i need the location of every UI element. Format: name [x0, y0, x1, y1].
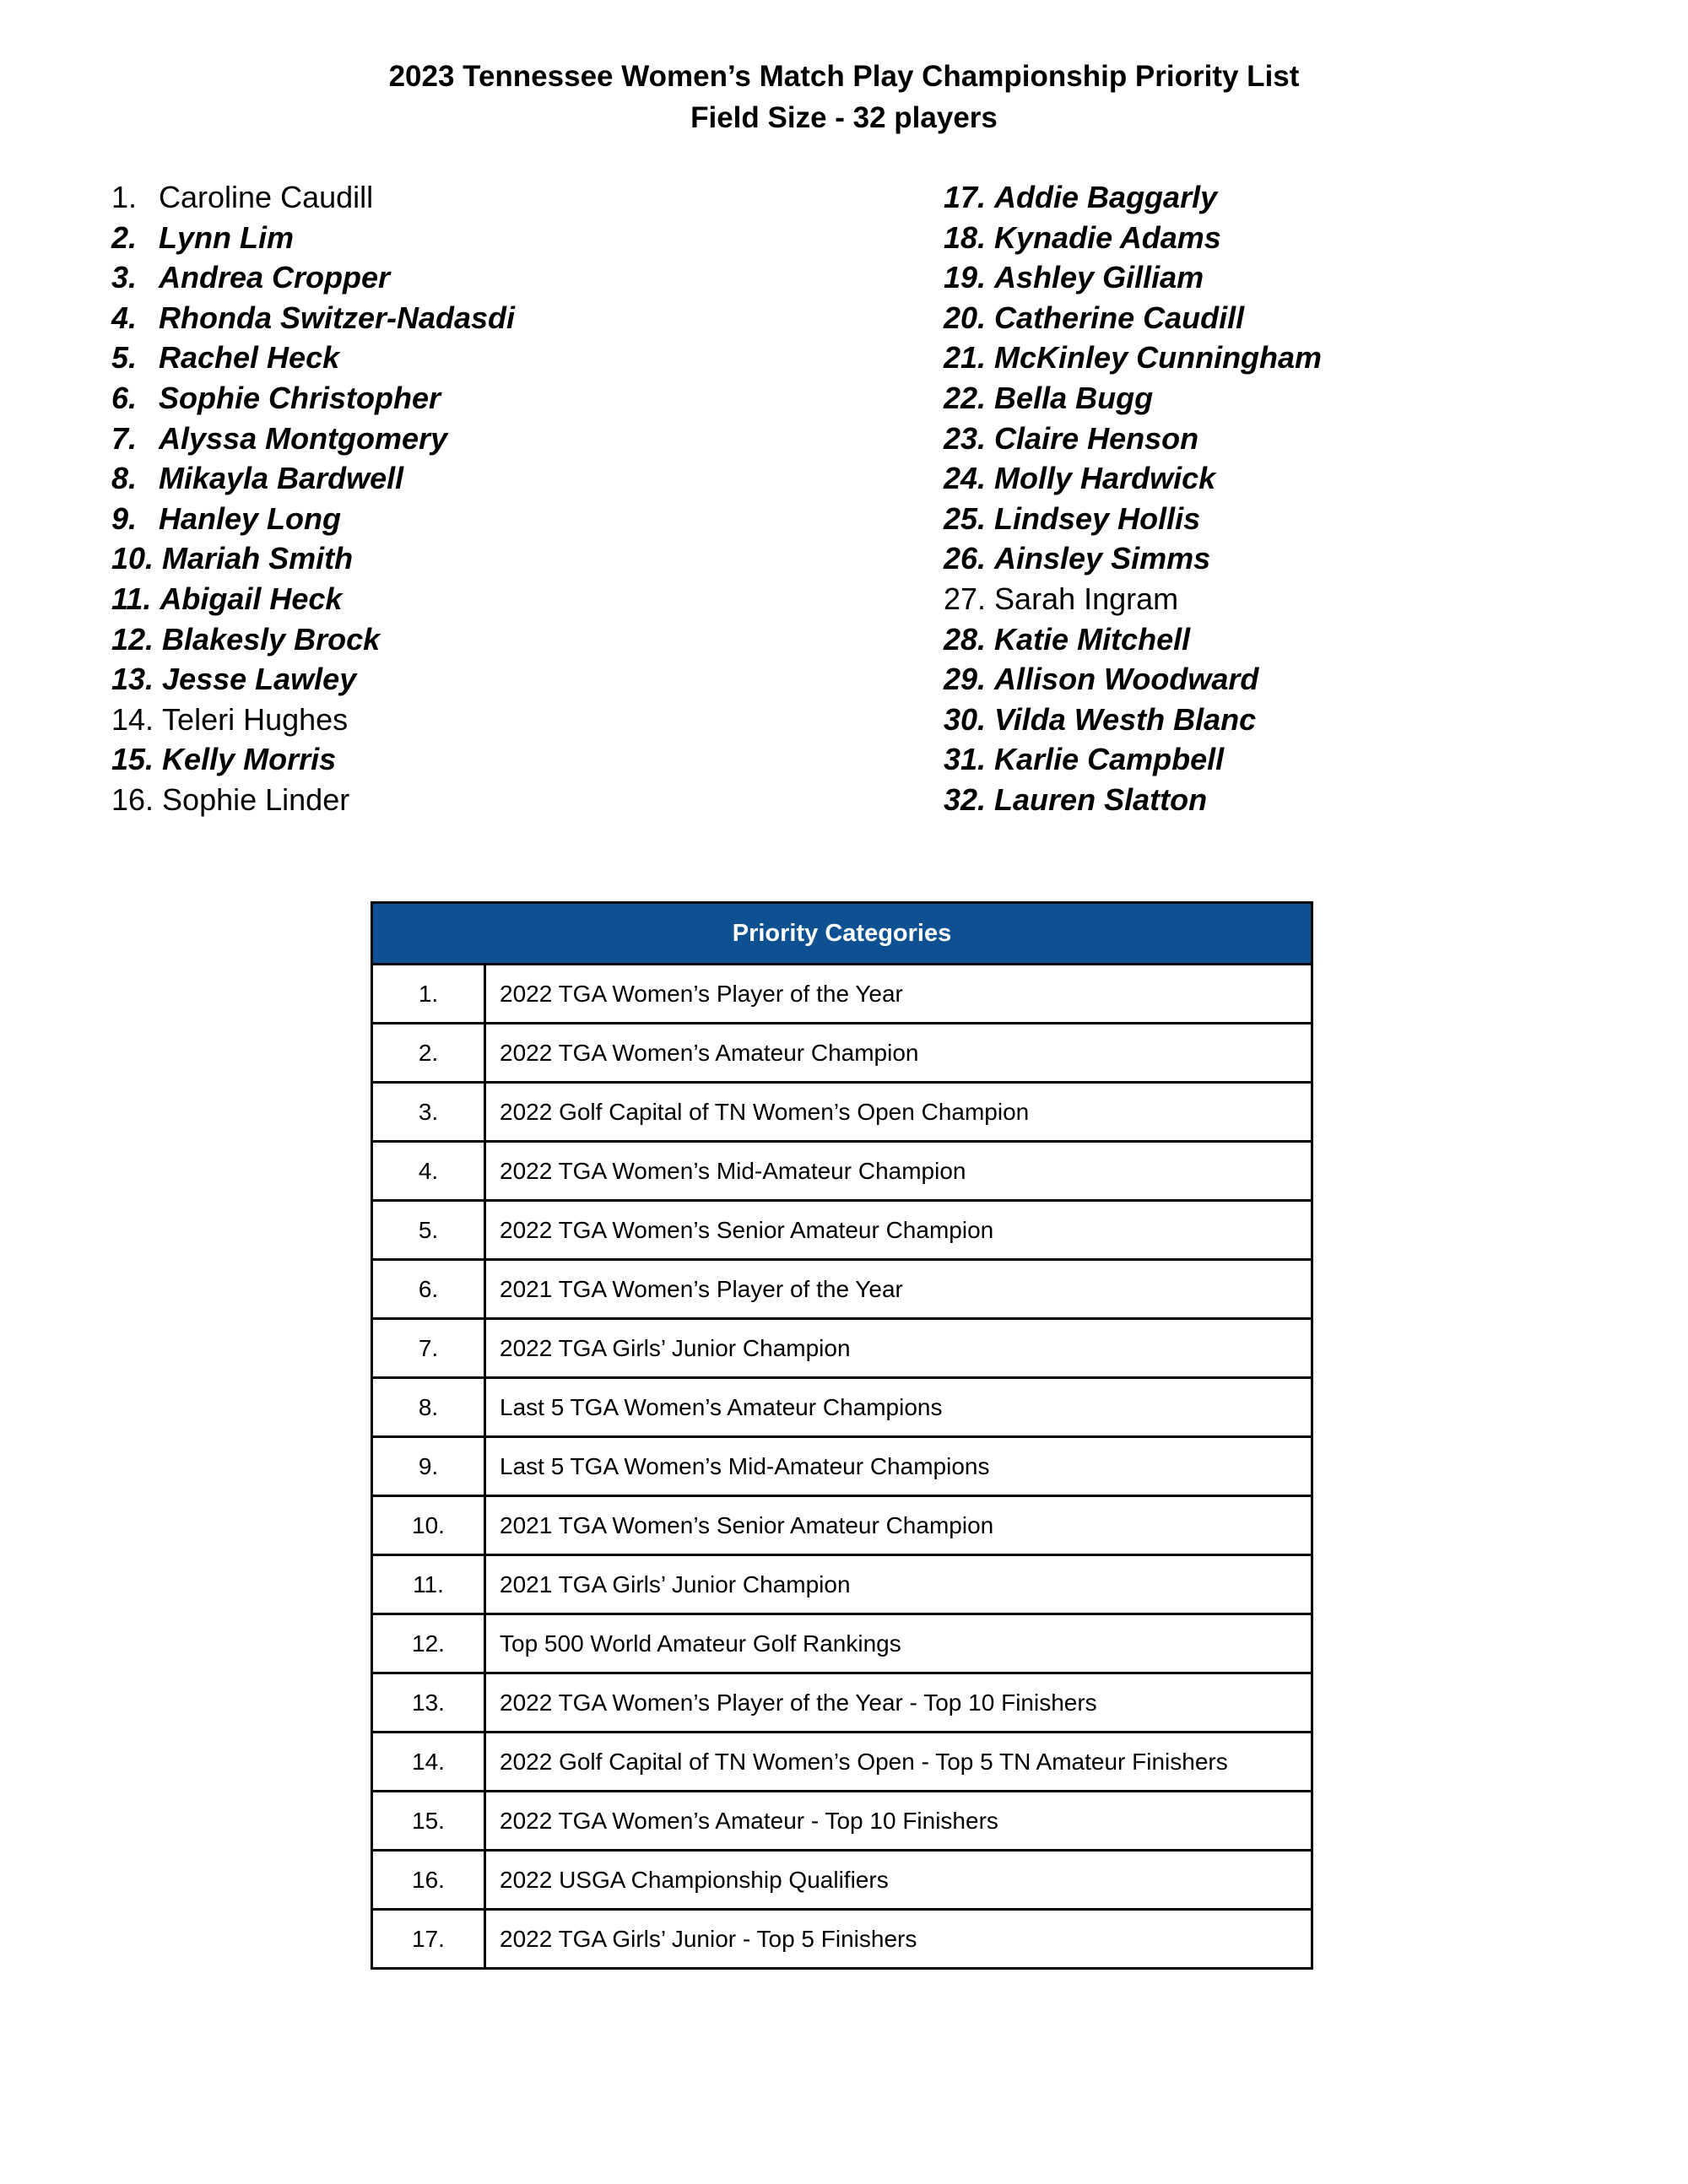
player-rank: 9.	[111, 500, 138, 536]
table-row	[372, 1673, 1312, 1733]
player-list-item	[944, 458, 1322, 499]
category-description: 2022 TGA Women’s Mid-Amateur Champion	[485, 1142, 1312, 1201]
player-name: Teleri Hughes	[162, 701, 349, 737]
table-row	[372, 965, 1312, 1024]
player-name: Hanley Long	[159, 500, 342, 536]
player-rank: 18.	[944, 219, 987, 255]
player-list-item	[111, 257, 515, 298]
table-row	[372, 1555, 1312, 1614]
player-name: Addie Baggarly	[994, 180, 1218, 214]
player-name: Mariah Smith	[162, 541, 354, 576]
player-rank: 10.	[111, 541, 154, 576]
player-list-item	[944, 257, 1322, 298]
player-list-item	[111, 499, 515, 539]
player-name: Ashley Gilliam	[994, 260, 1204, 295]
player-rank: 28.	[944, 621, 987, 657]
player-name: Katie Mitchell	[994, 621, 1191, 657]
player-list-right	[944, 177, 1322, 820]
player-rank: 24.	[944, 461, 987, 496]
player-rank: 19.	[944, 260, 987, 295]
category-number: 4.	[372, 1142, 485, 1201]
category-number: 1.	[372, 965, 485, 1024]
player-list-item	[111, 538, 515, 579]
player-name: Allison Woodward	[994, 662, 1259, 697]
table-row	[372, 1792, 1312, 1851]
table-row	[372, 1142, 1312, 1201]
table-header-row	[372, 903, 1312, 965]
player-rank: 31.	[944, 742, 987, 777]
player-name: Rachel Heck	[159, 340, 340, 376]
player-name: Alyssa Montgomery	[159, 420, 448, 456]
category-number: 14.	[372, 1733, 485, 1792]
player-list-item	[111, 218, 515, 258]
category-description: 2022 Golf Capital of TN Women’s Open Champion	[485, 1083, 1312, 1142]
player-list-item	[944, 298, 1322, 338]
player-list-item	[944, 378, 1322, 419]
player-rank: 13.	[111, 662, 154, 697]
player-rank: 1.	[111, 180, 138, 214]
player-rank: 2.	[111, 219, 138, 255]
player-rank: 25.	[944, 500, 987, 536]
category-description: 2021 TGA Women’s Senior Amateur Champion	[485, 1496, 1312, 1555]
category-description: 2021 TGA Women’s Player of the Year	[485, 1260, 1312, 1319]
category-description: 2022 TGA Girls’ Junior Champion	[485, 1319, 1312, 1378]
category-number: 11.	[372, 1555, 485, 1614]
table-row	[372, 1083, 1312, 1142]
category-description: 2022 Golf Capital of TN Women’s Open - Top 5 TN Amateur Finishers	[485, 1733, 1312, 1792]
player-name: Catherine Caudill	[994, 300, 1245, 335]
player-list-item	[111, 780, 515, 820]
category-number: 9.	[372, 1437, 485, 1496]
player-list-item	[111, 177, 515, 218]
table-row	[372, 1851, 1312, 1910]
player-list-left	[111, 177, 515, 820]
player-list-item	[111, 419, 515, 459]
player-rank: 21.	[944, 340, 987, 376]
player-rank: 26.	[944, 541, 987, 576]
player-name: Lauren Slatton	[994, 781, 1208, 817]
table-row	[372, 1201, 1312, 1260]
player-name: Kelly Morris	[162, 742, 337, 777]
player-name: Andrea Cropper	[159, 260, 391, 295]
player-name: Vilda Westh Blanc	[994, 701, 1257, 737]
player-list-item	[944, 177, 1322, 218]
player-rank: 16.	[111, 781, 154, 817]
category-description: 2022 TGA Women’s Player of the Year - Top 10 Finishers	[485, 1673, 1312, 1733]
player-rank: 14.	[111, 701, 154, 737]
category-description: 2022 TGA Women’s Player of the Year	[485, 965, 1312, 1024]
category-number: 8.	[372, 1378, 485, 1437]
player-list-item	[944, 780, 1322, 820]
player-list-item	[944, 538, 1322, 579]
page-title: 2023 Tennessee Women’s Match Play Championship Priority List	[388, 60, 1300, 93]
category-number: 12.	[372, 1614, 485, 1673]
category-number: 6.	[372, 1260, 485, 1319]
player-rank: 3.	[111, 260, 138, 295]
player-rank: 32.	[944, 781, 987, 817]
table-row	[372, 1319, 1312, 1378]
player-list-item	[944, 739, 1322, 780]
player-rank: 20.	[944, 300, 987, 335]
category-number: 17.	[372, 1910, 485, 1969]
table-row	[372, 1614, 1312, 1673]
player-name: Abigail Heck	[160, 581, 343, 616]
category-number: 16.	[372, 1851, 485, 1910]
category-description: 2022 TGA Women’s Senior Amateur Champion	[485, 1201, 1312, 1260]
player-list-item	[944, 579, 1322, 619]
player-rank: 29.	[944, 662, 987, 697]
category-number: 2.	[372, 1024, 485, 1083]
player-name: Lynn Lim	[159, 219, 294, 255]
category-number: 13.	[372, 1673, 485, 1733]
player-name: Molly Hardwick	[994, 461, 1216, 496]
category-number: 5.	[372, 1201, 485, 1260]
player-name: Lindsey Hollis	[994, 500, 1201, 536]
player-rank: 11.	[111, 581, 152, 616]
player-rank: 23.	[944, 420, 987, 456]
table-row	[372, 1437, 1312, 1496]
category-description: 2022 USGA Championship Qualifiers	[485, 1851, 1312, 1910]
player-name: Bella Bugg	[994, 380, 1154, 415]
player-rank: 30.	[944, 701, 987, 737]
player-name: Caroline Caudill	[159, 180, 374, 214]
player-name: Jesse Lawley	[162, 662, 357, 697]
player-name: Mikayla Bardwell	[159, 461, 404, 496]
category-number: 10.	[372, 1496, 485, 1555]
player-name: McKinley Cunningham	[994, 340, 1323, 376]
player-list-item	[111, 700, 515, 740]
priority-categories-table	[371, 901, 1313, 1970]
player-rank: 6.	[111, 380, 138, 415]
player-list-item	[111, 619, 515, 660]
player-list-item	[944, 419, 1322, 459]
player-name: Kynadie Adams	[994, 219, 1221, 255]
table-header: Priority Categories	[372, 903, 1312, 965]
table-row	[372, 1260, 1312, 1319]
table-row	[372, 1496, 1312, 1555]
category-description: 2022 TGA Women’s Amateur - Top 10 Finishers	[485, 1792, 1312, 1851]
player-rank: 27.	[944, 581, 987, 616]
player-name: Sophie Linder	[162, 781, 350, 817]
player-list-item	[111, 458, 515, 499]
category-description: Last 5 TGA Women’s Mid-Amateur Champions	[485, 1437, 1312, 1496]
category-description: 2022 TGA Girls’ Junior - Top 5 Finishers	[485, 1910, 1312, 1969]
player-list-item	[944, 338, 1322, 378]
table-row	[372, 1910, 1312, 1969]
player-list-item	[944, 619, 1322, 660]
category-description: Last 5 TGA Women’s Amateur Champions	[485, 1378, 1312, 1437]
category-description: 2022 TGA Women’s Amateur Champion	[485, 1024, 1312, 1083]
player-list-item	[944, 499, 1322, 539]
player-rank: 7.	[111, 420, 138, 456]
player-name: Claire Henson	[994, 420, 1199, 456]
player-list-item	[111, 298, 515, 338]
table-row	[372, 1378, 1312, 1437]
player-rank: 4.	[111, 300, 138, 335]
player-name: Blakesly Brock	[162, 621, 381, 657]
player-list-item	[111, 659, 515, 700]
table-row	[372, 1733, 1312, 1792]
category-number: 3.	[372, 1083, 485, 1142]
player-rank: 5.	[111, 340, 138, 376]
player-name: Sophie Christopher	[159, 380, 441, 415]
player-rank: 17.	[944, 180, 987, 214]
player-list-item	[111, 378, 515, 419]
category-description: Top 500 World Amateur Golf Rankings	[485, 1614, 1312, 1673]
player-list-item	[944, 659, 1322, 700]
category-number: 15.	[372, 1792, 485, 1851]
player-name: Karlie Campbell	[994, 742, 1225, 777]
player-name: Sarah Ingram	[994, 581, 1179, 616]
player-list-item	[944, 218, 1322, 258]
player-rank: 8.	[111, 461, 138, 496]
category-number: 7.	[372, 1319, 485, 1378]
player-rank: 12.	[111, 621, 154, 657]
player-list-item	[111, 739, 515, 780]
player-list-item	[111, 338, 515, 378]
player-rank: 22.	[944, 380, 987, 415]
player-name: Ainsley Simms	[994, 541, 1211, 576]
page-subtitle: Field Size - 32 players	[690, 101, 998, 134]
category-description: 2021 TGA Girls’ Junior Champion	[485, 1555, 1312, 1614]
table-row	[372, 1024, 1312, 1083]
player-rank: 15.	[111, 742, 154, 777]
player-list-item	[944, 700, 1322, 740]
player-list-item	[111, 579, 515, 619]
player-name: Rhonda Switzer-Nadasdi	[159, 300, 516, 335]
